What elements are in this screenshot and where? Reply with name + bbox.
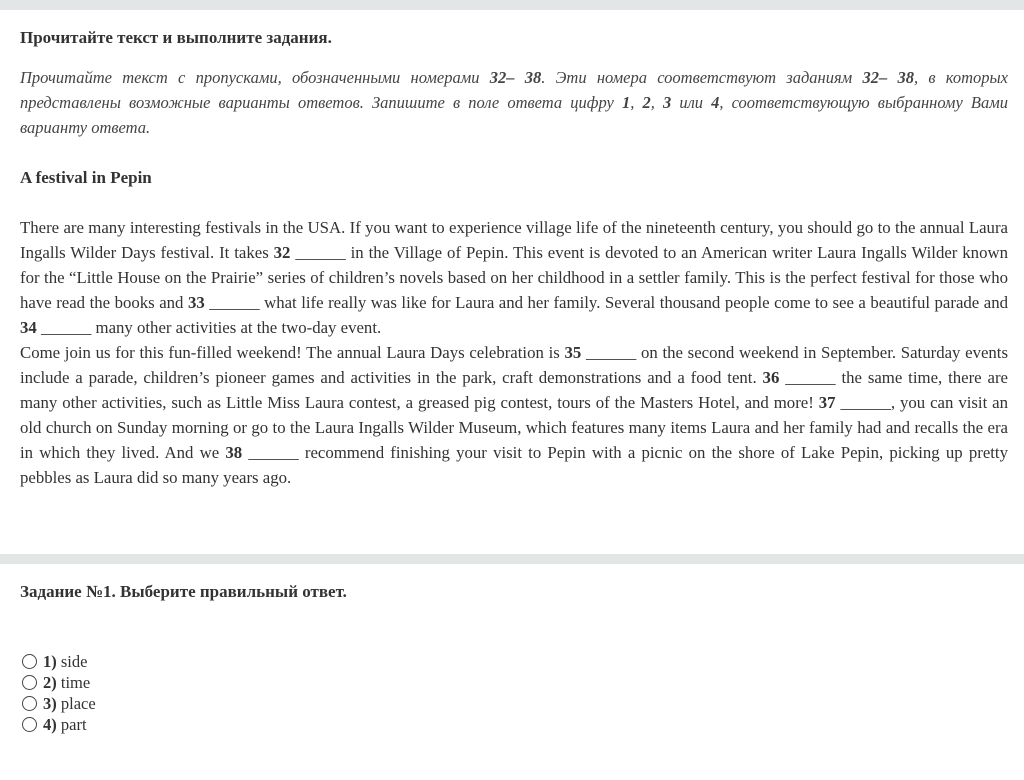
option-label: part xyxy=(60,714,87,734)
answer-option-2[interactable] xyxy=(22,672,96,693)
gap-number-32: 32 xyxy=(273,243,291,262)
article-text xyxy=(20,215,1008,490)
instruction-text xyxy=(20,65,1008,140)
gap-number-38: 38 xyxy=(225,443,243,462)
instr-part: , соответствующую выбранному Вами варианту ответа. xyxy=(20,93,1009,137)
radio-button[interactable] xyxy=(22,696,37,711)
option-label: place xyxy=(60,693,96,713)
instr-digit: 3 xyxy=(662,93,672,112)
page-heading: Прочитайте текст и выполните задания. xyxy=(20,28,332,47)
text-fragment: recommend finishing your visit to Pepin with a picnic on the shore of Lake Pepin, picking up pretty pebbles as Laura did so many years ago. xyxy=(20,443,1008,487)
gap-number-36: 36 xyxy=(762,368,780,387)
instr-range: 32– 38 xyxy=(489,68,542,87)
gap-blank-35: ______ xyxy=(585,343,637,362)
gap-number-35: 35 xyxy=(564,343,582,362)
text-fragment: There are many interesting festivals in the USA. If you want to experience village life of the nineteenth century, you should go to the annual Laura Ingalls Wilder Days festival. It takes xyxy=(20,218,1008,262)
text-fragment: many other activities at the two-day event. xyxy=(91,318,382,337)
gap-number-34: 34 xyxy=(20,318,37,337)
instr-range: 32– 38 xyxy=(862,68,914,87)
text-fragment: what life really was like for Laura and her family. Several thousand people come to see a beautiful parade and xyxy=(259,293,1008,312)
instr-part: , в которых представлены возможные варианты ответов. Запишите в поле ответа цифру xyxy=(20,68,1008,112)
section-separator xyxy=(0,554,1024,564)
instr-part: , xyxy=(630,93,643,112)
answer-option-1[interactable] xyxy=(22,651,96,672)
instr-digit: 2 xyxy=(642,93,651,112)
radio-button[interactable] xyxy=(22,717,37,732)
instr-part: . Эти номера соответствуют заданиям xyxy=(541,68,863,87)
text-fragment: on the second weekend in September. Saturday events include a parade, children’s pioneer games and activities in the park, craft demonstrations and a food tent. xyxy=(20,343,1009,387)
option-number: 1) xyxy=(43,651,57,671)
text-fragment: , you can visit an old church on Sunday morning or go to the Laura Ingalls Wilder Museum, which features many items Laura and her family had and recalls the era in which they lived. And we xyxy=(20,393,1009,462)
article-title: A festival in Pepin xyxy=(20,168,152,187)
instr-digit: 1 xyxy=(621,93,631,112)
gap-blank-36: ______ xyxy=(785,368,836,387)
instr-part: Прочитайте текст с пропусками, обозначенными номерами xyxy=(20,68,490,87)
instr-part: или xyxy=(671,93,712,112)
text-fragment: in the Village of Pepin. This event is devoted to an American writer Laura Ingalls Wilder known for the “Little House on the Prairie” series of children’s novels based on her childhood in a settler family. This is the perfect festival for those who have read the books and xyxy=(20,243,1008,312)
gap-blank-37: ______ xyxy=(840,393,891,412)
gap-number-33: 33 xyxy=(187,293,205,312)
top-separator xyxy=(0,0,1024,10)
text-fragment: Come join us for this fun-filled weekend! The annual Laura Days celebration is xyxy=(20,343,565,362)
text-fragment: the same time, there are many other activities, such as Little Miss Laura contest, a greased pig contest, tours of the Masters Hotel, and more! xyxy=(20,368,1008,412)
gap-number-37: 37 xyxy=(818,393,836,412)
answer-option-3[interactable] xyxy=(22,693,96,714)
instr-part: , xyxy=(650,93,663,112)
option-label: side xyxy=(60,651,88,671)
option-number: 4) xyxy=(43,714,57,734)
radio-button[interactable] xyxy=(22,675,37,690)
answer-option-4[interactable] xyxy=(22,714,96,735)
gap-blank-32: ______ xyxy=(295,243,346,262)
option-number: 2) xyxy=(43,672,57,692)
instr-digit: 4 xyxy=(711,93,720,112)
task-title: Задание №1. Выберите правильный ответ. xyxy=(20,582,347,601)
radio-button[interactable] xyxy=(22,654,37,669)
gap-blank-38: ______ xyxy=(248,443,299,462)
answer-options xyxy=(22,651,96,735)
option-label: time xyxy=(60,672,91,692)
gap-blank-33: ______ xyxy=(209,293,260,312)
option-number: 3) xyxy=(43,693,57,713)
gap-blank-34: ______ xyxy=(40,318,92,337)
